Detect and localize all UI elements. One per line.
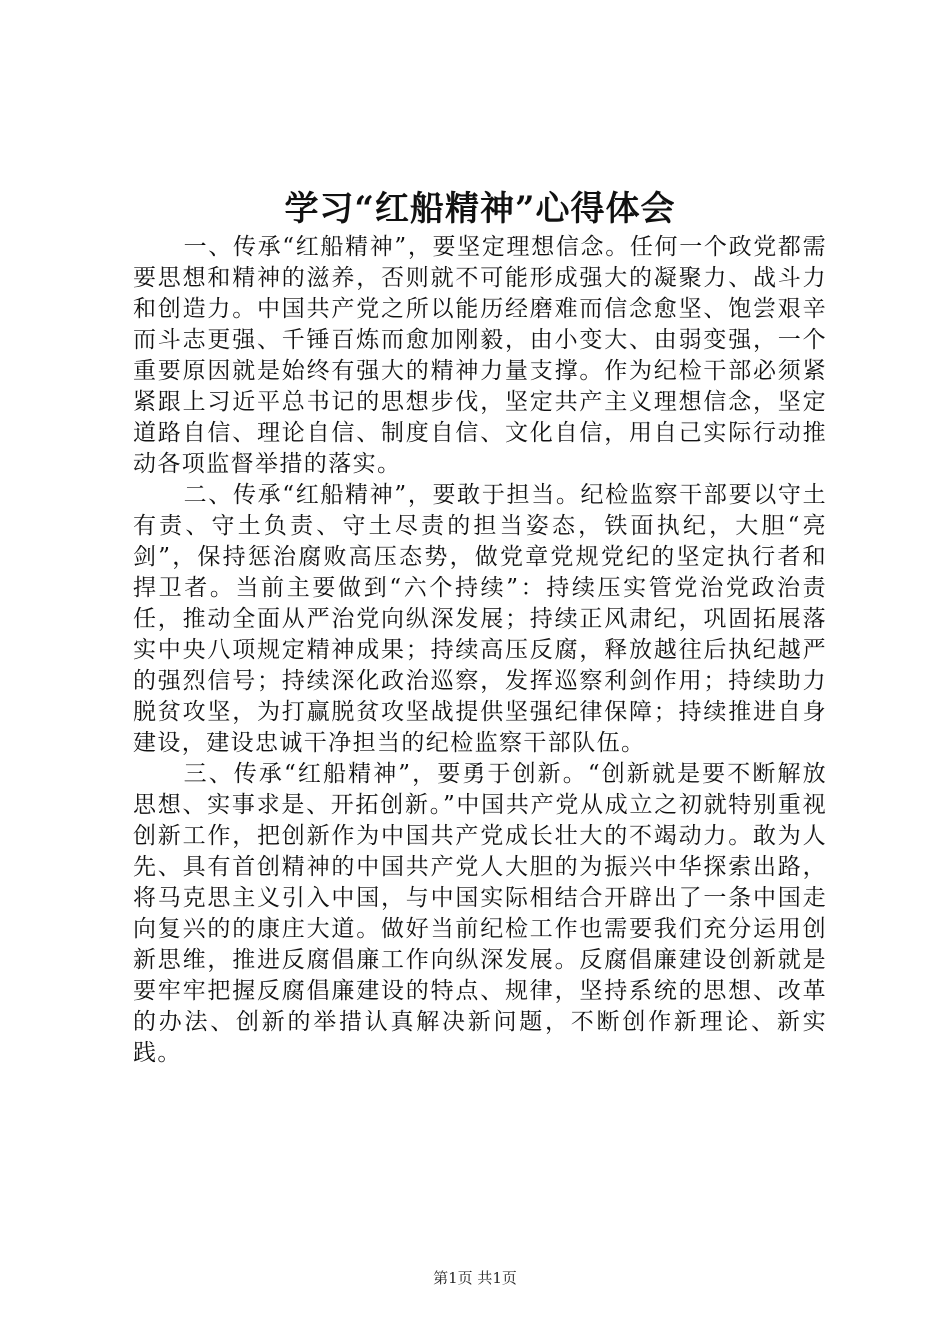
paragraph-3: 三、传承“红船精神”，要勇于创新。“创新就是要不断解放思想、实事求是、开拓创新。”中国共产党从成立之初就特别重视创新工作，把创新作为中国共产党成长壮大的不竭动力。敢为人先、具有首创精神的中国共产党人大胆的为振兴中华探索出路，将马克思主义引入中国，与中国实际相结合开辟出了一条中国走向复兴的的康庄大道。做好当前纪检工作也需要我们充分运用创新思维，推进反腐倡廉工作向纵深发展。反腐倡廉建设创新就是要牢牢把握反腐倡廉建设的特点、规律，坚持系统的思想、改革的办法、创新的举措认真解决新问题，不断创作新理论、新实践。 [133,761,827,1066]
paragraph-2: 二、传承“红船精神”，要敢于担当。纪检监察干部要以守土有责、守土负责、守土尽责的担当姿态，铁面执纪，大胆“亮剑”，保持惩治腐败高压态势，做党章党规党纪的坚定执行者和捍卫者。当前主要做到“六个持续”：持续压实管党治党政治责任，推动全面从严治党向纵深发展；持续正风肃纪，巩固拓展落实中央八项规定精神成果；持续高压反腐，释放越往后执纪越严的强烈信号；持续深化政治巡察，发挥巡察利剑作用；持续助力脱贫攻坚，为打赢脱贫攻坚战提供坚强纪律保障；持续推进自身建设，建设忠诚干净担当的纪检监察干部队伍。 [133,482,827,756]
document-title: 学习“红船精神”心得体会 [284,189,676,229]
paragraph-1: 一、传承“红船精神”，要坚定理想信念。任何一个政党都需要思想和精神的滋养，否则就不可能形成强大的凝聚力、战斗力和创造力。中国共产党之所以能历经磨难而信念愈坚、饱尝艰辛而斗志更强、千锤百炼而愈加刚毅，由小变大、由弱变强，一个重要原因就是始终有强大的精神力量支撑。作为纪检干部必须紧紧跟上习近平总书记的思想步伐，坚定共产主义理想信念，坚定道路自信、理论自信、制度自信、文化自信，用自己实际行动推动各项监督举措的落实。 [133,234,827,477]
page-footer: 第1页 共1页 [433,1269,517,1287]
document-body [133,232,827,1069]
